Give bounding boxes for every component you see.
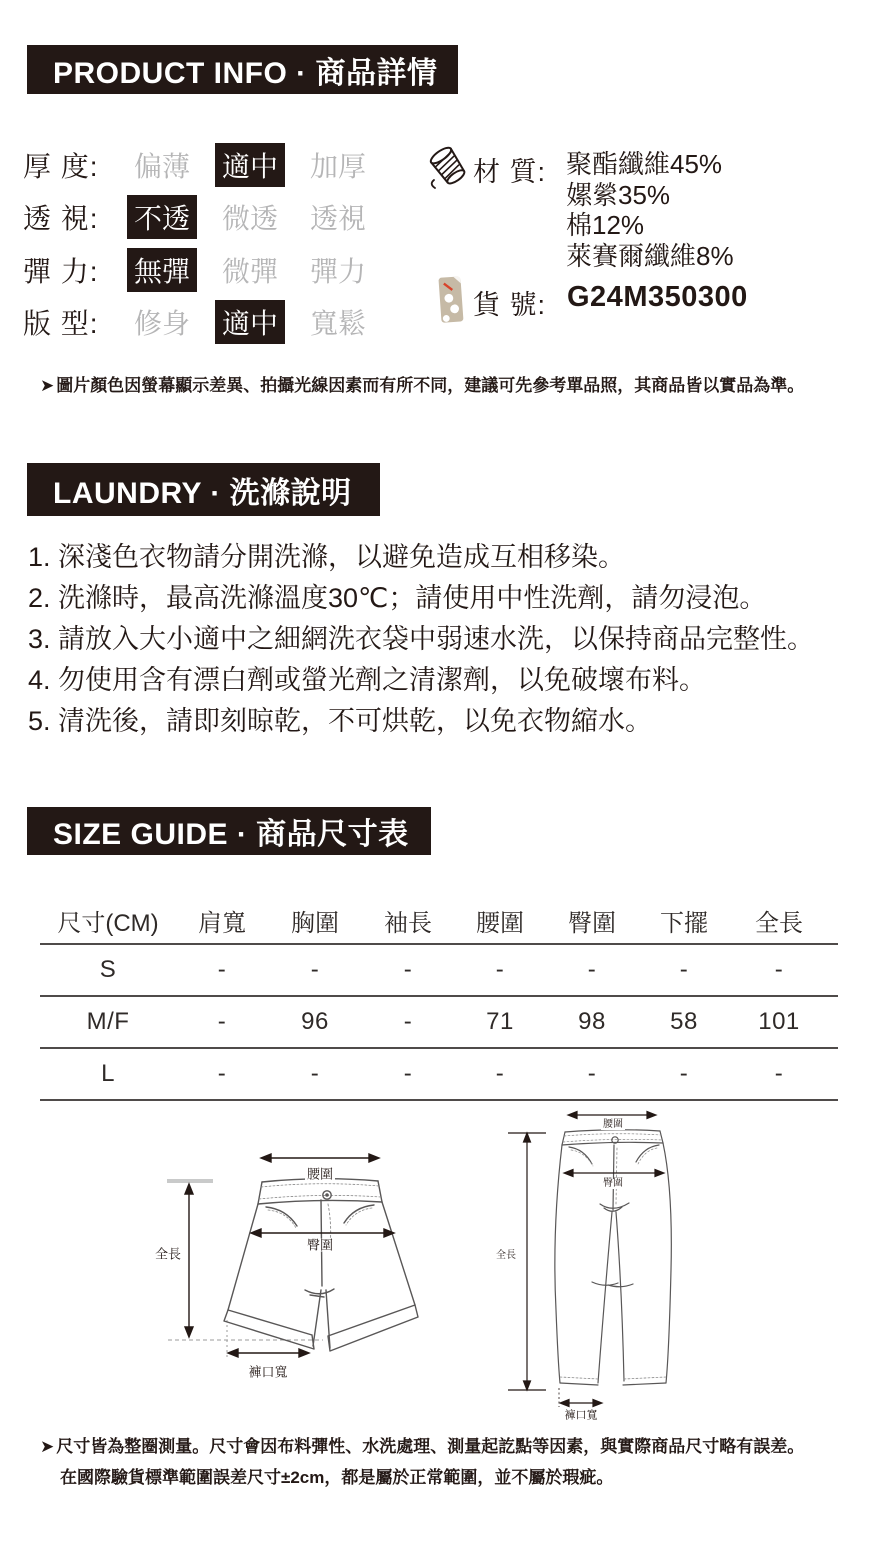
laundry-item: 2. 洗滌時，最高洗滌溫度30℃；請使用中性洗劑，請勿浸泡。 (28, 583, 767, 613)
size-table (40, 897, 838, 1101)
value-cell: - (587, 1060, 597, 1087)
option-medium-selected: 適中 (215, 143, 285, 187)
value-cell: - (495, 956, 505, 983)
thread-spool-icon (426, 144, 472, 190)
table-row-l (40, 1049, 838, 1101)
col-header-size: 尺寸(CM) (57, 909, 159, 937)
item-number-value: G24M350300 (567, 281, 748, 313)
attribute-label: 厚 度: (23, 151, 99, 182)
option-sheer: 透視 (309, 203, 366, 234)
material-line: 棉12% (566, 210, 645, 241)
size-table-header-row (40, 897, 838, 945)
col-header-shoulder: 肩寬 (198, 909, 246, 937)
col-header-hip: 臀圍 (568, 909, 616, 937)
product-info-heading: PRODUCT INFO · 商品詳情 (27, 45, 458, 94)
attribute-label: 彈 力: (23, 256, 99, 287)
attribute-row-sheerness (23, 199, 382, 235)
size-note-text1: 尺寸皆為整圈測量。尺寸會因布料彈性、水洗處理、測量起訖點等因素，與實際商品尺寸略有誤差。 (56, 1437, 805, 1456)
size-note-line2: 在國際驗貨標準範圍誤差尺寸±2cm，都是屬於正常範圍，並不屬於瑕疵。 (60, 1468, 614, 1487)
shorts-leg-opening-label: 褲口寬 (248, 1364, 288, 1380)
laundry-item: 1. 深淺色衣物請分開洗滌，以避免造成互相移染。 (28, 542, 626, 572)
shorts-length-label: 全長 (154, 1246, 182, 1262)
col-header-length: 全長 (755, 909, 803, 937)
value-cell: - (403, 956, 413, 983)
attribute-label: 版 型: (23, 308, 99, 339)
value-cell: - (679, 956, 689, 983)
value-cell: 98 (578, 1008, 606, 1035)
value-cell: 101 (758, 1008, 800, 1035)
product-note (40, 371, 804, 396)
material-line: 聚酯纖維45% (566, 149, 723, 179)
col-header-bust: 胸圍 (291, 909, 339, 937)
option-no-stretch-selected: 無彈 (127, 248, 197, 292)
value-cell: - (217, 1008, 227, 1035)
shorts-hip-label: 臀圍 (306, 1237, 334, 1253)
option-stretchy: 彈力 (309, 256, 366, 287)
option-slim-fit: 修身 (133, 308, 190, 339)
laundry-item: 4. 勿使用含有漂白劑或螢光劑之清潔劑，以免破壞布料。 (28, 665, 707, 695)
size-note (40, 1431, 804, 1493)
option-thin: 偏薄 (133, 151, 190, 182)
shorts-waist-label: 腰圍 (306, 1166, 334, 1182)
attribute-label: 透 視: (23, 203, 99, 234)
laundry-item: 3. 請放入大小適中之細網洗衣袋中弱速水洗，以保持商品完整性。 (28, 624, 815, 654)
table-row-mf (40, 997, 838, 1049)
note-arrow-icon: ➤ (40, 376, 55, 395)
attribute-row-thickness (23, 147, 382, 183)
value-cell: 58 (670, 1008, 698, 1035)
value-cell: - (217, 956, 227, 983)
option-slight-stretch: 微彈 (221, 256, 278, 287)
table-row-s (40, 945, 838, 997)
note-arrow-icon: ➤ (40, 1437, 55, 1456)
material-label: 材 質: (473, 157, 547, 187)
product-note-text: 圖片顏色因螢幕顯示差異、拍攝光線因素而有所不同，建議可先參考單品照，其商品皆以實品為準。 (56, 376, 805, 395)
attribute-row-stretch (23, 252, 382, 288)
pants-leg-opening-label: 褲口寬 (564, 1409, 598, 1422)
laundry-item: 5. 清洗後，請即刻晾乾，不可烘乾，以免衣物縮水。 (28, 706, 653, 736)
laundry-heading: LAUNDRY · 洗滌說明 (27, 463, 380, 516)
pants-measure-diagram (480, 1100, 740, 1440)
col-header-hem: 下擺 (660, 909, 708, 937)
material-line: 嫘縈35% (566, 179, 671, 210)
value-cell: - (495, 1060, 505, 1087)
pants-waist-label: 腰圍 (603, 1119, 623, 1130)
value-cell: - (310, 956, 320, 983)
care-tag-icon (436, 274, 468, 326)
value-cell: - (403, 1008, 413, 1035)
shorts-measure-diagram (140, 1105, 470, 1415)
option-thick: 加厚 (309, 151, 366, 182)
size-guide-heading: SIZE GUIDE · 商品尺寸表 (27, 807, 431, 855)
option-loose-fit: 寬鬆 (309, 308, 366, 339)
pants-length-label: 全長 (496, 1250, 516, 1261)
value-cell: 71 (486, 1008, 514, 1035)
option-slightly-sheer: 微透 (221, 203, 278, 234)
size-cell: M/F (86, 1008, 130, 1035)
item-number-label: 貨 號: (473, 290, 547, 320)
value-cell: - (679, 1060, 689, 1087)
col-header-sleeve: 袖長 (384, 909, 432, 937)
pants-hip-label: 臀圍 (603, 1178, 623, 1189)
size-cell: L (101, 1060, 115, 1087)
option-regular-fit-selected: 適中 (215, 300, 285, 344)
value-cell: - (774, 1060, 784, 1087)
material-lines (566, 149, 734, 272)
laundry-instruction-list (28, 537, 814, 742)
value-cell: 96 (301, 1008, 329, 1035)
value-cell: - (310, 1060, 320, 1087)
value-cell: - (403, 1060, 413, 1087)
value-cell: - (217, 1060, 227, 1087)
size-note-line1 (40, 1431, 804, 1462)
col-header-waist: 腰圍 (476, 909, 524, 937)
material-line: 萊賽爾纖維8% (566, 241, 734, 272)
option-opaque-selected: 不透 (127, 195, 197, 239)
attribute-row-fit (23, 304, 382, 340)
value-cell: - (774, 956, 784, 983)
size-cell: S (99, 956, 117, 983)
value-cell: - (587, 956, 597, 983)
